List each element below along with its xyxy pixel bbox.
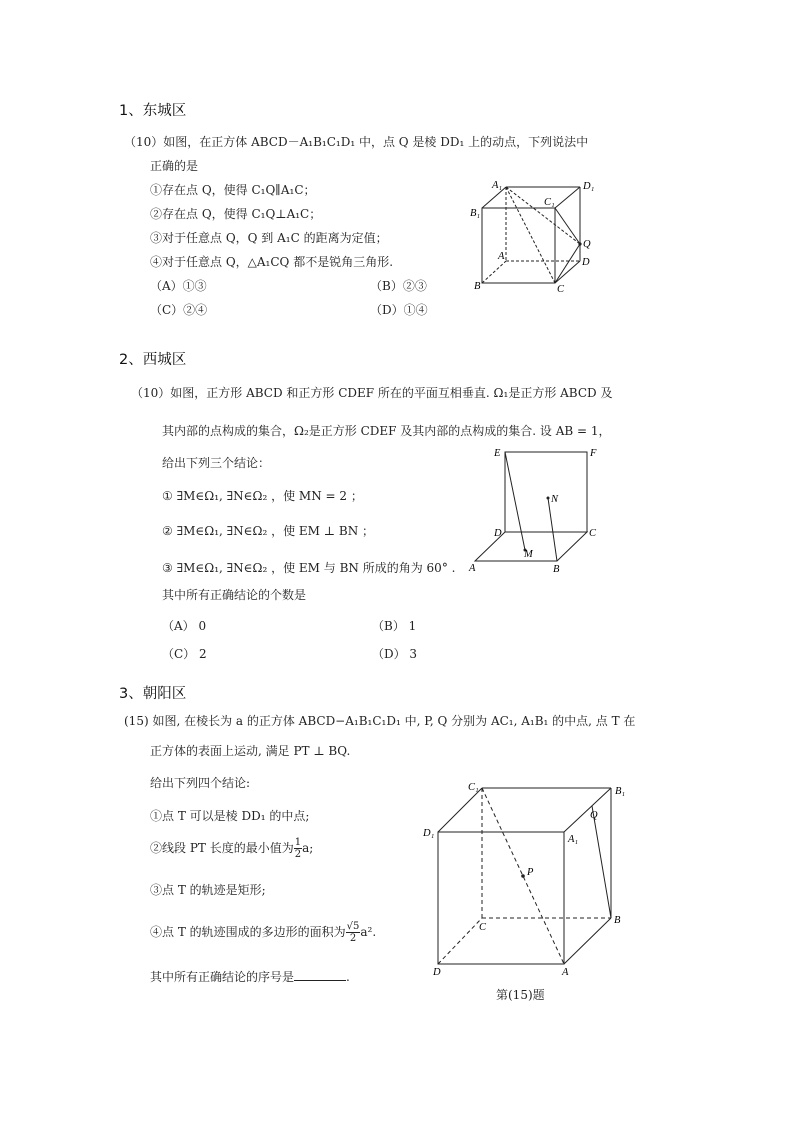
q3-label-a: A bbox=[562, 967, 569, 978]
q1-label-c1: C₁ bbox=[544, 197, 555, 208]
q3-item-2-denominator: 2 bbox=[294, 849, 302, 860]
q3-item-1: ①点 T 可以是棱 DD₁ 的中点; bbox=[150, 809, 310, 823]
q3-item-4-text: ④点 T 的轨迹围成的多边形的面积为 bbox=[150, 925, 346, 939]
q3-question-end-period: . bbox=[346, 970, 350, 984]
q3-label-q: Q bbox=[590, 810, 598, 821]
q2-item-3: ③ ∃M∈Ω₁, ∃N∈Ω₂ ，使 EM 与 BN 所成的角为 60° . bbox=[162, 561, 456, 575]
q2-option-c: （C） 2 bbox=[162, 647, 207, 661]
q1-label-b: B bbox=[474, 281, 481, 292]
q2-label-b: B bbox=[553, 564, 560, 575]
q3-stem-line3: 给出下列四个结论: bbox=[150, 776, 251, 790]
q2-label-m: M bbox=[524, 549, 533, 560]
q2-squares-figure bbox=[466, 444, 606, 576]
q3-label-b: B bbox=[614, 915, 621, 926]
q2-option-a: （A） 0 bbox=[162, 619, 207, 633]
q3-label-c1: C₁ bbox=[468, 782, 479, 793]
q3-item-4 bbox=[150, 921, 376, 944]
q3-item-4-denominator: 2 bbox=[349, 933, 357, 944]
q3-item-2 bbox=[150, 837, 313, 860]
q2-item-1: ① ∃M∈Ω₁, ∃N∈Ω₂ ，使 MN = 2 ； bbox=[162, 489, 363, 503]
q1-item-3: ③对于任意点 Q，Q 到 A₁C 的距离为定值； bbox=[150, 231, 388, 245]
q1-item-4: ④对于任意点 Q，△A₁CQ 都不是锐角三角形. bbox=[150, 255, 394, 269]
q3-item-2-fraction bbox=[294, 837, 302, 860]
q1-option-d: （D）①④ bbox=[370, 303, 428, 317]
q3-question-end bbox=[150, 968, 350, 985]
q1-stem-line1: （10）如图，在正方体 ABCD－A₁B₁C₁D₁ 中，点 Q 是棱 DD₁ 上的动点，下列说法中 bbox=[124, 135, 589, 149]
q1-label-a1: A₁ bbox=[492, 180, 503, 191]
section-heading-xicheng: 2、西城区 bbox=[119, 352, 187, 368]
q2-question-end: 其中所有正确结论的个数是 bbox=[162, 588, 307, 602]
q2-label-c: C bbox=[589, 528, 597, 539]
q1-option-b: （B）②③ bbox=[370, 279, 427, 293]
q3-item-4-numerator: √5 bbox=[346, 921, 360, 932]
q3-label-p: P bbox=[527, 867, 534, 878]
q1-label-q: Q bbox=[583, 239, 591, 250]
q1-label-b1: B₁ bbox=[470, 208, 481, 219]
q2-stem-line3: 给出下列三个结论： bbox=[162, 456, 271, 470]
q3-item-3: ③点 T 的轨迹是矩形; bbox=[150, 883, 266, 897]
q3-answer-blank[interactable] bbox=[294, 969, 346, 981]
q1-stem-line2: 正确的是 bbox=[150, 159, 199, 173]
q1-label-d1: D₁ bbox=[583, 181, 595, 192]
section-heading-dongcheng: 1、东城区 bbox=[119, 103, 187, 119]
q2-label-d: D bbox=[494, 528, 502, 539]
q1-item-1: ①存在点 Q，使得 C₁Q∥A₁C； bbox=[150, 183, 316, 197]
q1-option-a: （A）①③ bbox=[150, 279, 207, 293]
q3-front-face bbox=[438, 832, 564, 964]
q3-item-2-text: ②线段 PT 长度的最小值为 bbox=[150, 841, 294, 855]
q2-option-d: （D） 3 bbox=[372, 647, 418, 661]
q3-figure-caption: 第(15)题 bbox=[496, 988, 545, 1002]
q2-stem-line2: 其内部的点构成的集合，Ω₂是正方形 CDEF 及其内部的点构成的集合. 设 AB = 1， bbox=[162, 424, 611, 438]
q3-question-end-text: 其中所有正确结论的序号是 bbox=[150, 970, 295, 984]
q1-item-2: ②存在点 Q，使得 C₁Q⊥A₁C； bbox=[150, 207, 322, 221]
q3-label-b1: B₁ bbox=[615, 786, 626, 797]
q2-label-e: E bbox=[494, 448, 501, 459]
q2-square-cdef bbox=[505, 452, 587, 532]
q3-label-d: D bbox=[433, 967, 441, 978]
q1-front-face bbox=[482, 208, 555, 283]
q3-stem-line2: 正方体的表面上运动, 满足 PT ⊥ BQ. bbox=[150, 744, 351, 758]
section-heading-chaoyang: 3、朝阳区 bbox=[119, 686, 187, 702]
q2-label-a: A bbox=[469, 563, 476, 574]
q1-option-c: （C）②④ bbox=[150, 303, 208, 317]
q1-label-a: A bbox=[498, 251, 505, 262]
q3-item-2-suffix: a; bbox=[302, 841, 314, 855]
q1-label-c: C bbox=[557, 284, 565, 295]
q3-item-4-fraction bbox=[346, 921, 361, 944]
q3-item-4-suffix: a². bbox=[360, 925, 377, 939]
q2-item-2: ② ∃M∈Ω₁, ∃N∈Ω₂ ，使 EM ⊥ BN ； bbox=[162, 524, 375, 538]
q2-stem-line1: （10）如图，正方形 ABCD 和正方形 CDEF 所在的平面互相垂直. Ω₁是正方形 ABCD 及 bbox=[131, 386, 613, 400]
q1-label-d: D bbox=[582, 257, 590, 268]
q2-option-b: （B） 1 bbox=[372, 619, 417, 633]
q1-cube-figure bbox=[470, 178, 610, 296]
q3-label-d1: D₁ bbox=[423, 828, 435, 839]
q2-label-n: N bbox=[551, 494, 559, 505]
q3-item-2-numerator: 1 bbox=[294, 837, 302, 848]
q2-label-f: F bbox=[590, 448, 597, 459]
q3-stem-line1: (15) 如图, 在棱长为 a 的正方体 ABCD−A₁B₁C₁D₁ 中, P, Q 分别为 AC₁, A₁B₁ 的中点, 点 T 在 bbox=[124, 714, 636, 728]
q3-cube-figure bbox=[420, 778, 635, 1000]
q3-label-a1: A₁ bbox=[568, 834, 579, 845]
q3-label-c: C bbox=[479, 922, 487, 933]
